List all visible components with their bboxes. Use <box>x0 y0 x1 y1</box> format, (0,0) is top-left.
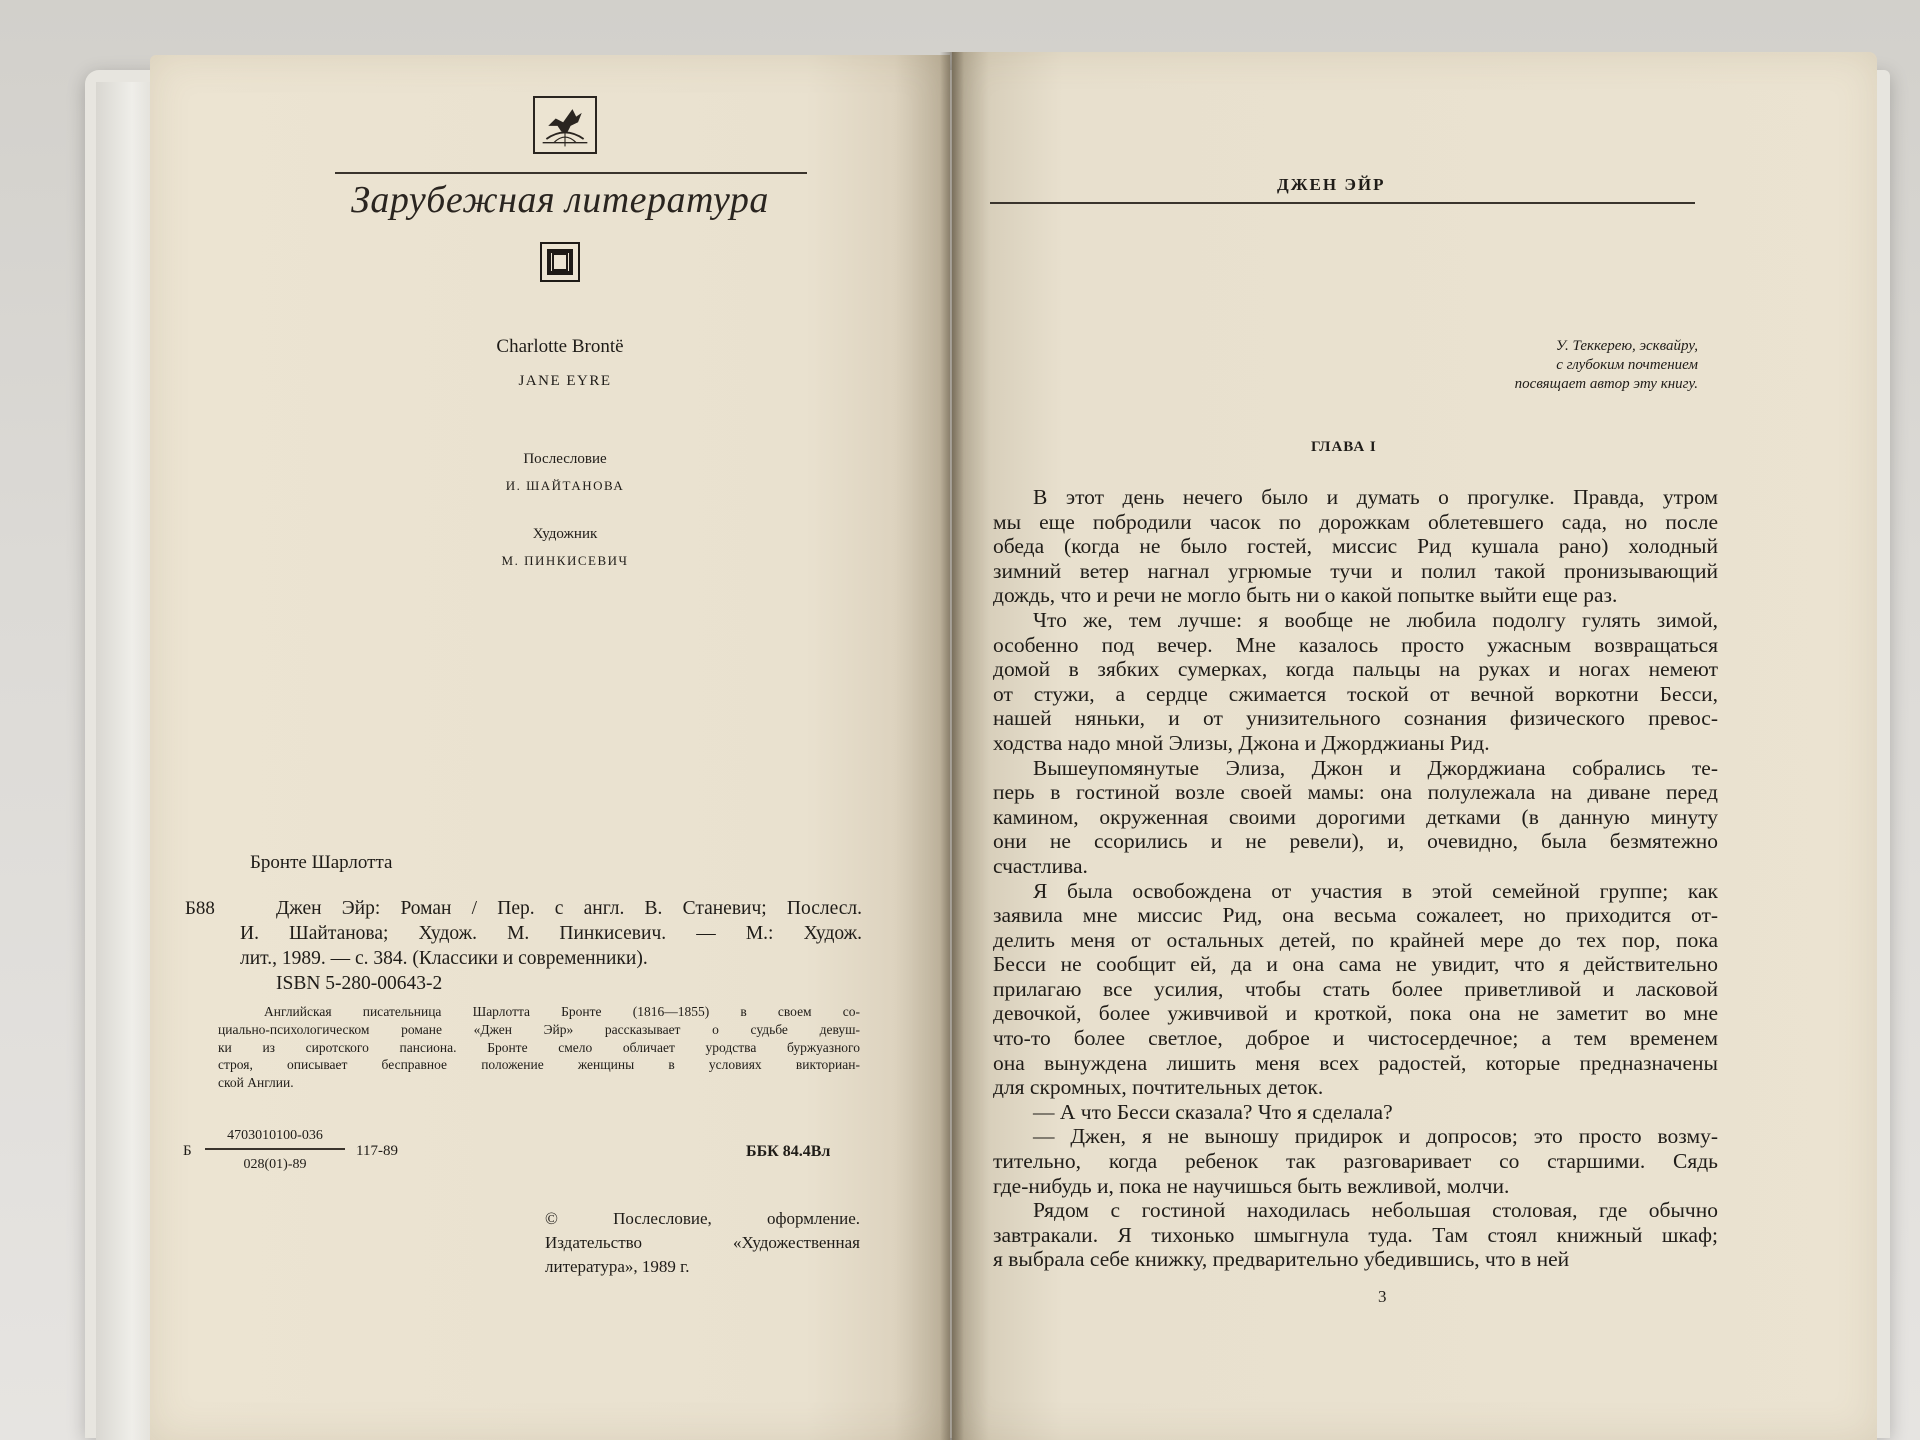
body-line: — А что Бесси сказала? Что я сделала? <box>1033 1099 1393 1124</box>
catalog-author: Бронте Шарлотта <box>250 852 393 873</box>
dedication-line: посвящает автор эту книгу. <box>1514 376 1698 392</box>
annotation-line: Английская писательница Шарлотта Бронте (1816—1855) в своем со- <box>264 1004 860 1019</box>
dedication-line: У. Теккерею, эсквайру, <box>1555 338 1698 354</box>
catalog-line: Джен Эйр: Роман / Пер. с англ. В. Станевич; Послесл. <box>276 898 862 919</box>
body-line: домой в зябких сумерках, когда пальцы на руках и ногах немеют <box>993 657 1718 682</box>
publisher-logo <box>533 96 597 154</box>
annotation-line: циально-психологическом романе «Джен Эйр» рассказывает о судьбе девуш- <box>218 1021 860 1037</box>
catalog-line: лит., 1989. — с. 384. (Классики и современники). <box>240 948 648 969</box>
copyright-line: литература», 1989 г. <box>545 1257 690 1276</box>
body-line: Я была освобождена от участия в этой семейной группе; как <box>1033 878 1718 903</box>
body-line: перь в гостиной возле своей мамы: она полулежала на диване перед <box>993 780 1718 805</box>
illustrator-label: Художник <box>532 526 598 542</box>
code-bottom: 028(01)-89 <box>243 1157 307 1172</box>
pegasus-globe-icon <box>535 98 595 152</box>
afterword-label: Послесловие <box>523 451 607 467</box>
body-line: счастлива. <box>993 853 1088 878</box>
annotation-line: ки из сиротского пансиона. Бронте смело обличает уродства буржуазного <box>218 1039 860 1055</box>
body-line: особенно под вечер. Мне казалось просто ужасным возвращаться <box>993 632 1718 657</box>
copyright <box>545 1207 860 1279</box>
copyright-line: © Послесловие, оформление. <box>545 1209 860 1228</box>
series-title: Зарубежная литература <box>351 179 769 221</box>
body-line: делить меня от остальных детей, по крайней мере до тех пор, пока <box>993 927 1718 952</box>
body-line: я выбрала себе книжку, предварительно убедившись, что в ней <box>993 1247 1570 1272</box>
illustrator-name: М. ПИНКИСЕВИЧ <box>501 553 629 568</box>
body-line: что-то более светлое, доброе и чистосердечное; а тем временем <box>993 1026 1718 1051</box>
running-head-rule <box>990 202 1695 204</box>
body-line: — Джен, я не выношу придирок и допросов; это просто возму- <box>1033 1124 1718 1149</box>
body-line: завтракали. Я тихонько шмыгнула туда. Там стоял книжный шкаф; <box>993 1222 1718 1247</box>
body-line: Что же, тем лучше: я вообще не любила подолгу гулять зимой, <box>1033 607 1718 632</box>
annotation <box>218 1003 860 1092</box>
body-line: нашей няньки, и от унизительного сознания физического превос- <box>993 706 1718 731</box>
body-line: от стужи, а сердце сжимается тоской от вечной воркотни Бесси, <box>993 681 1718 706</box>
annotation-line: ской Англии. <box>218 1075 294 1091</box>
code-fraction-rule <box>205 1148 345 1150</box>
chapter-heading: ГЛАВА I <box>1311 439 1377 455</box>
body-line: Бесси не сообщит ей, да и она сама не увидит, что я действительно <box>993 952 1718 977</box>
body-line: Вышеупомянутые Элиза, Джон и Джорджиана собрались те- <box>1033 755 1718 780</box>
book-page-edges <box>96 82 156 1440</box>
page-number: 3 <box>1378 1287 1387 1306</box>
code-top: 4703010100-036 <box>227 1128 323 1143</box>
code-letter: Б <box>183 1143 192 1159</box>
body-line: мы еще побродили часок по дорожкам облетевшего сада, но после <box>993 509 1718 534</box>
body-line: В этот день нечего было и думать о прогулке. Правда, утром <box>1033 485 1718 509</box>
body-line: они не ссорились и не ревели), и, очевидно, была безмятежно <box>993 829 1718 854</box>
catalog-line: И. Шайтанова; Худож. М. Пинкисевич. — М.: Худож. <box>240 923 862 944</box>
book-gutter <box>940 52 964 1440</box>
catalog-entry <box>240 896 862 996</box>
running-head: ДЖЕН ЭЙР <box>1277 175 1386 194</box>
body-line: камином, окруженная своими дорогими детками (в данную минуту <box>993 804 1718 829</box>
dedication <box>1515 337 1698 394</box>
author-en: Charlotte Brontë <box>496 336 624 357</box>
body-line: тительно, когда ребенок так разговаривает со старшими. Сядь <box>993 1149 1718 1174</box>
code-right: 117-89 <box>356 1143 398 1159</box>
body-line: она вынуждена лишить меня всех радостей, которые предназначены <box>993 1050 1718 1075</box>
afterword-author: И. ШАЙТАНОВА <box>505 478 625 493</box>
body-line: обеда (когда не было гостей, миссис Рид кушала рано) холодный <box>993 534 1718 559</box>
annotation-line: строя, описывает бесправное положение женщины в условиях викториан- <box>218 1057 860 1073</box>
body-line: зимний ветер нагнал угрюмые тучи и полил такой пронизывающий <box>993 558 1718 583</box>
body-line: ходства надо мной Элизы, Джона и Джорджианы Рид. <box>993 730 1490 755</box>
series-rule <box>335 172 807 174</box>
body-line: заявила мне миссис Рид, она весьма сожалеет, но приходится от- <box>993 903 1718 928</box>
body-line: девочкой, более уживчивой и кроткой, пока она не заметит во мне <box>993 1001 1718 1026</box>
bbk-code: ББК 84.4Вл <box>746 1143 831 1160</box>
dedication-line: с глубоким почтением <box>1556 357 1698 373</box>
isbn: ISBN 5-280-00643-2 <box>276 973 443 994</box>
catalog-code: Б88 <box>185 898 215 919</box>
body-line: где-нибудь и, пока не научишься быть вежливой, молчи. <box>993 1173 1510 1198</box>
body-line: для скромных, почтительных деток. <box>993 1075 1324 1100</box>
body-text <box>993 485 1718 1272</box>
body-line: прилагаю все усилия, чтобы стать более приветливой и ласковой <box>993 976 1718 1001</box>
copyright-line: Издательство «Художественная <box>545 1233 860 1252</box>
series-mark-icon <box>540 242 580 282</box>
body-line: Рядом с гостиной находилась небольшая столовая, где обычно <box>1033 1198 1718 1223</box>
title-en: JANE EYRE <box>518 373 612 389</box>
body-line: дождь, что и речи не могло быть ни о какой попытке выйти еще раз. <box>993 583 1618 608</box>
